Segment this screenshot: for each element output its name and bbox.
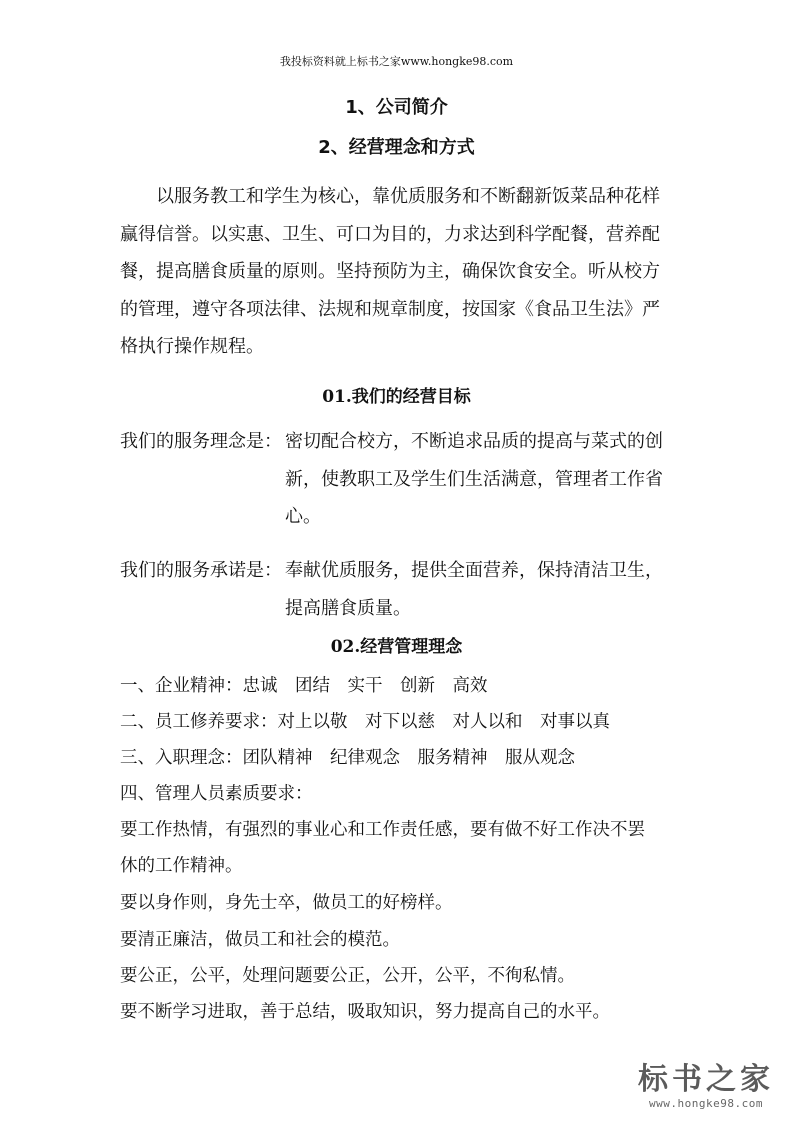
management-line: 要公正，公平，处理问题要公正，公开，公平，不徇私情。 — [120, 966, 575, 986]
service-promise-label: 我们的服务承诺是： — [120, 560, 282, 581]
management-line: 要清正廉洁，做员工和社会的模范。 — [120, 930, 400, 950]
management-line: 休的工作精神。 — [120, 856, 243, 876]
management-line: 要不断学习进取，善于总结，吸取知识，努力提高自己的水平。 — [120, 1002, 610, 1022]
heading-business-philosophy: 2、经营理念和方式 — [318, 137, 475, 158]
service-concept-line: 新，使教职工及学生们生活满意，管理者工作省 — [285, 468, 663, 490]
service-concept-line: 密切配合校方，不断追求品质的提高与菜式的创 — [285, 431, 663, 452]
service-concept-body — [285, 423, 680, 536]
intro-line: 格执行操作规程。 — [120, 336, 264, 357]
management-line: 要以身作则，身先士卒，做员工的好榜样。 — [120, 893, 453, 913]
intro-line: 以服务教工和学生为核心，靠优质服务和不断翻新饭菜品种花样 — [156, 186, 660, 207]
subheading-business-goals: 01.我们的经营目标 — [322, 387, 471, 407]
intro-paragraph — [120, 178, 675, 366]
subheading-management-philosophy: 02.经营管理理念 — [330, 637, 463, 657]
service-concept-label: 我们的服务理念是： — [120, 431, 282, 452]
site-logo-url: www.hongke98.com — [649, 1097, 763, 1110]
page-header: 我投标资料就上标书之家www.hongke98.com — [279, 55, 514, 68]
service-promise-line: 奉献优质服务，提供全面营养，保持清洁卫生， — [285, 560, 663, 581]
management-line: 二、员工修养要求：对上以敬 对下以慈 对人以和 对事以真 — [120, 712, 610, 732]
management-line: 一、企业精神：忠诚 团结 实干 创新 高效 — [120, 676, 488, 696]
intro-line: 餐，提高膳食质量的原则。坚持预防为主，确保饮食安全。听从校方 — [120, 261, 660, 282]
site-logo — [636, 1063, 776, 1115]
intro-line: 的管理，遵守各项法律、法规和规章制度，按国家《食品卫生法》严 — [120, 298, 660, 320]
service-promise-line: 提高膳食质量。 — [285, 597, 411, 619]
heading-company-profile: 1、公司简介 — [345, 97, 448, 118]
service-concept-line: 心。 — [285, 506, 321, 527]
service-promise-body — [285, 552, 680, 627]
intro-line: 赢得信誉。以实惠、卫生、可口为目的，力求达到科学配餐，营养配 — [120, 223, 660, 245]
site-logo-text: 标书之家 — [638, 1062, 774, 1097]
management-line: 要工作热情，有强烈的事业心和工作责任感，要有做不好工作决不罢 — [120, 820, 645, 840]
management-line: 三、入职理念：团队精神 纪律观念 服务精神 服从观念 — [120, 748, 575, 768]
management-line: 四、管理人员素质要求： — [120, 784, 313, 804]
